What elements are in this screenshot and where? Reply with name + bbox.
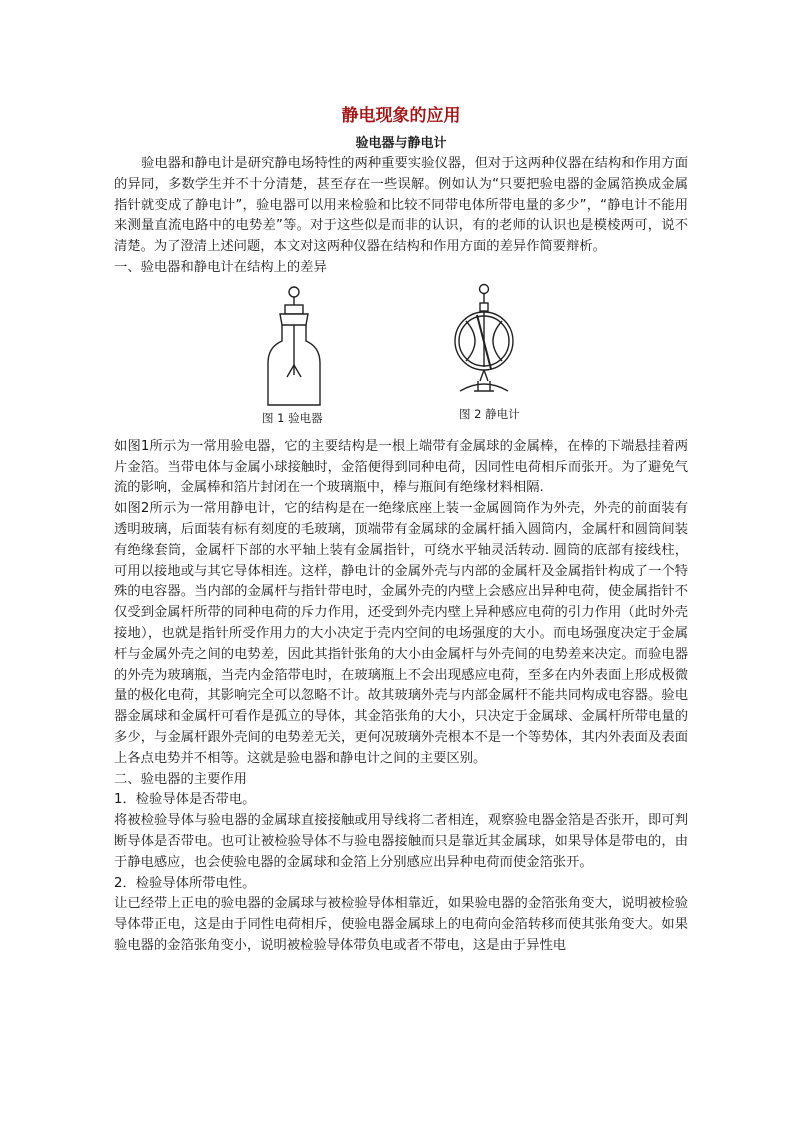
figure2-caption: 图 2 静电计 <box>459 406 520 421</box>
item1-title: 1．检验导体是否带电。 <box>114 792 256 808</box>
item1-text: 将被检验导体与验电器的金属球直接接触或用导线将二者相连，观察验电器金箔是否张开，即可判断导体是否带电。也可让被检验导体不与验电器接触而只是靠近其金属球，如果导体是带电的，由于静电感应，也会使验电器的金属球和金箔上分别感应出异种电荷而使金箔张开。 <box>114 813 688 870</box>
figure-electrometer <box>444 281 524 409</box>
figures-row <box>114 281 688 437</box>
intro-paragraph: 验电器和静电计是研究静电场特性的两种重要实验仪器，但对于这两种仪器在结构和作用方面的异同，多数学生并不十分清楚，甚至存在一些误解。例如认为“只要把验电器的金属箔换成金属指针就变成了静电计”，验电器可以用来检验和比较不同带电体所带电量的多少”，“静电计不能用来测量直流电路中的电势差”等。对于这些似是而非的认识，有的老师的认识也是模棱两可，说不清楚。为了澄清上述问题，本文对这两种仪器在结构和作用方面的差异作简要辩析。 <box>114 156 688 255</box>
item2-text: 让已经带上正电的验电器的金属球与被检验导体相靠近，如果验电器的金箔张角变大，说明被检验导体带正电，这是由于同性电荷相斥，使验电器金属球上的电荷向金箔转移而使其张角变大。如果验电器的金箔张角变小，说明被检验导体带负电或者不带电，这是由于异性电 <box>114 896 688 953</box>
document-page <box>114 104 688 957</box>
figure-electroscope <box>254 281 334 409</box>
item2-title: 2．检验导体所带电性。 <box>114 875 256 891</box>
electroscope-drawing <box>254 281 334 409</box>
paragraph-figure2: 如图2所示为一常用静电计，它的结构是在一绝缘底座上装一金属圆筒作为外壳，外壳的前面装有透明玻璃，后面装有标有刻度的毛玻璃，顶端带有金属球的金属杆插入圆筒内，金属杆和圆筒间装有绝缘套筒，金属杆下部的水平轴上装有金属指针，可绕水平轴灵活转动. 圆筒的底部有接线柱，可用以接地或与其它导体相连。这样，静电计的金属外壳与内部的金属杆及金属指针构成了一个特殊的电容器。当内部的金属杆与指针带电时，金属外壳的内壁上会感应出异种电荷，使金属指针不仅受到金属杆所带的同种电荷的斥力作用，还受到外壳内壁上异种感应电荷的引力作用（此时外壳接地），也就是指针所受作用力的大小决定于壳内空间的电场强度的大小。而电场强度决定于金属杆与金属外壳之间的电势差，因此其指针张角的大小由金属杆与外壳间的电势差来决定。而验电器的外壳为玻璃瓶，当壳内金箔带电时，在玻璃瓶上不会出现感应电荷，至多在内外表面上形成极微量的极化电荷，其影响完全可以忽略不计。故其玻璃外壳与内部金属杆不能共同构成电容器。验电器金属球和金属杆可看作是孤立的导体，其金箔张角的大小，只决定于金属球、金属杆所带电量的多少，与金属杆跟外壳间的电势差无关，更何况玻璃外壳根本不是一个等势体，其内外表面及表面上各点电势并不相等。这就是验电器和静电计之间的主要区别。 <box>114 501 688 766</box>
page-title: 静电现象的应用 <box>341 106 461 126</box>
electrometer-drawing <box>444 281 524 409</box>
paragraph-figure1: 如图1所示为一常用验电器，它的主要结构是一根上端带有金属球的金属棒，在棒的下端悬挂着两片金箔。当带电体与金属小球接触时，金箔便得到同种电荷，因同性电荷相斥而张开。为了避免气流的影响，金属棒和箔片封闭在一个玻璃瓶中，棒与瓶间有绝缘材料相隔. <box>114 438 688 496</box>
figure1-caption: 图 1 验电器 <box>262 410 323 425</box>
section-heading-functions: 二、验电器的主要作用 <box>114 771 247 787</box>
article-subtitle: 验电器与静电计 <box>355 136 447 151</box>
section-heading-structure: 一、验电器和静电计在结构上的差异 <box>114 259 327 275</box>
